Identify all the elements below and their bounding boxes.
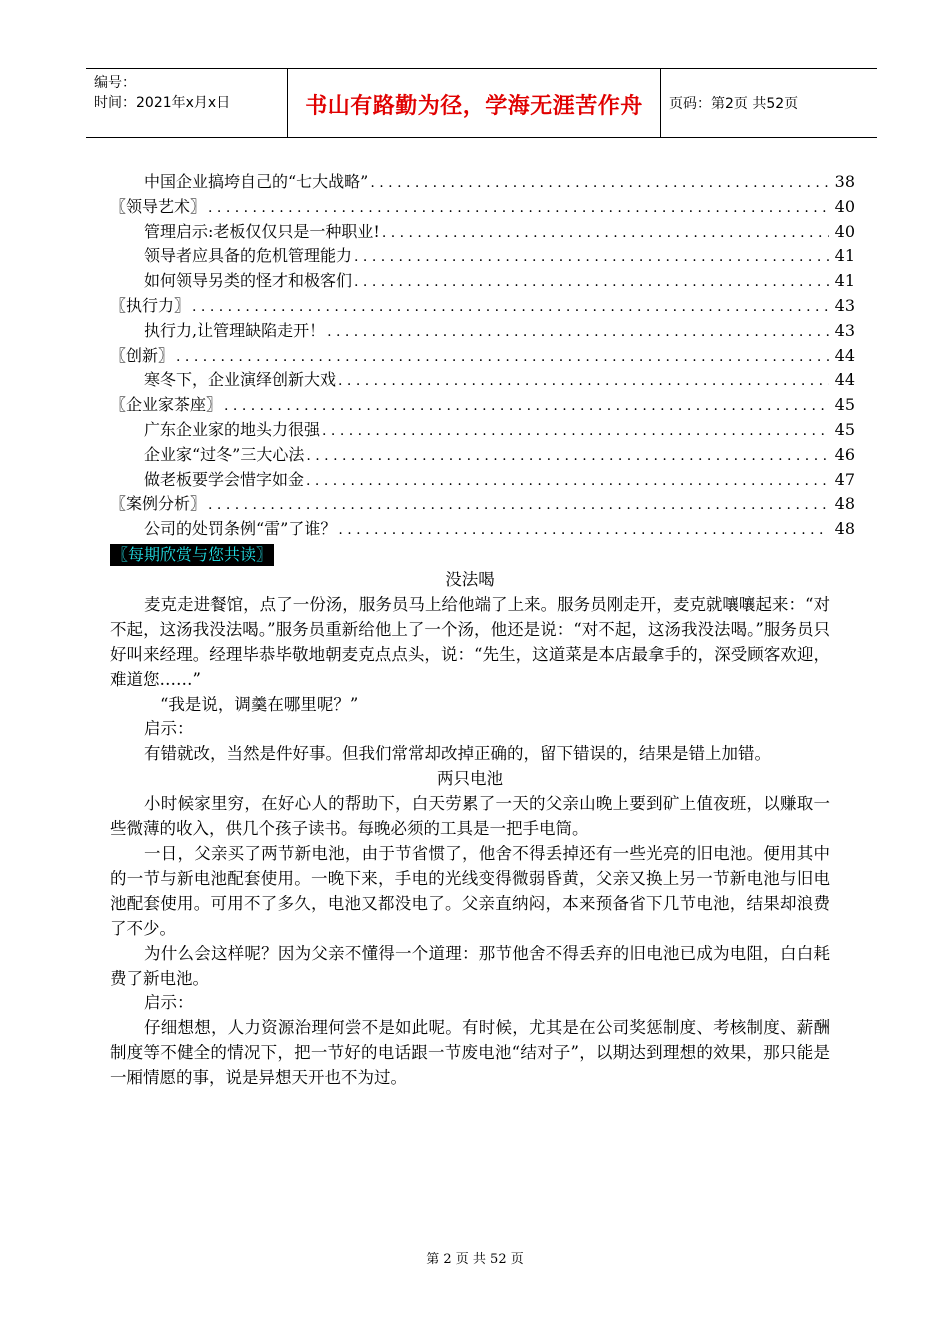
toc-entry[interactable]: [110, 195, 855, 220]
toc-leader-dots: [208, 196, 829, 220]
toc-entry-title: 如何领导另类的怪才和极客们: [144, 271, 353, 291]
toc-entry-page: 40: [834, 196, 855, 216]
toc-entry[interactable]: [110, 344, 855, 369]
toc-entry[interactable]: [110, 443, 855, 468]
toc-entry[interactable]: [110, 492, 855, 517]
toc-leader-dots: [192, 295, 829, 319]
toc-entry-title: 做老板要学会惜字如金: [144, 469, 305, 489]
section-banner: 〖每期欣赏与您共读〗: [112, 545, 273, 564]
toc-entry-title: 〖创新〗: [110, 345, 175, 365]
header-motto: 书山有路勤为径，学海无涯苦作舟: [288, 69, 661, 137]
toc-entry[interactable]: [110, 468, 855, 493]
toc-entry-page: 40: [834, 221, 855, 241]
page-footer: 第 2 页 共 52 页: [426, 1252, 524, 1267]
toc-entry-title: 企业家“过冬”三大心法: [144, 444, 305, 464]
toc-leader-dots: [322, 419, 829, 443]
toc-entry[interactable]: [110, 418, 855, 443]
toc-leader-dots: [338, 518, 829, 542]
toc-entry-title: 领导者应具备的危机管理能力: [144, 246, 353, 266]
toc-leader-dots: [354, 270, 829, 294]
story-title: 两只电池: [437, 769, 503, 789]
toc-entry-page: 47: [834, 469, 855, 489]
toc-entry[interactable]: [110, 220, 855, 245]
toc-entry-page: 48: [834, 519, 855, 539]
toc-entry-page: 48: [834, 494, 855, 514]
toc-entry-title: 〖企业家茶座〗: [110, 395, 223, 415]
story-paragraph: 为什么会这样呢？因为父亲不懂得一个道理：那节他舍不得丢弃的旧电池已成为电阻，白白耗费了新电池。: [110, 943, 830, 988]
toc-leader-dots: [327, 320, 829, 344]
toc-entry[interactable]: [110, 170, 855, 195]
toc-entry-page: 38: [834, 172, 855, 191]
document-time-label: 时间：2021年x月x日: [94, 95, 231, 111]
toc-entry-title: 寒冬下，企业演绎创新大戏: [144, 370, 337, 390]
document-number-label: 编号：: [94, 75, 136, 91]
toc-leader-dots: [208, 493, 829, 517]
toc-entry[interactable]: [110, 269, 855, 294]
toc-leader-dots: [306, 444, 829, 468]
moral-label: 启示：: [144, 993, 194, 1013]
moral-label: 启示：: [144, 719, 194, 739]
toc-entry-page: 44: [834, 370, 855, 390]
toc-entry[interactable]: [110, 517, 855, 542]
toc-entry-title: 广东企业家的地头力很强: [144, 419, 321, 439]
toc-entry[interactable]: [110, 244, 855, 269]
toc-leader-dots: [176, 345, 829, 369]
toc-entry[interactable]: [110, 368, 855, 393]
story-paragraph: 一日，父亲买了两节新电池，由于节省惯了，他舍不得丢掉还有一些光亮的旧电池。便用其中的一节与新电池配套使用。一晚下来，手电的光线变得微弱昏黄，父亲又换上另一节新电池与旧电池配套使用。可用不了多久，电池又都没电了。父亲直纳闷，本来预备省下几节电池，结果却浪费了不少。: [110, 843, 830, 938]
toc-entry-page: 46: [834, 444, 855, 464]
moral-text: 有错就改，当然是件好事。但我们常常却改掉正确的，留下错误的，结果是错上加错。: [144, 744, 771, 764]
toc-entry-title: 管理启示:老板仅仅只是一种职业!: [144, 221, 380, 241]
article-body: [110, 568, 830, 1091]
toc-entry-page: 43: [834, 320, 855, 340]
toc-entry-title: 〖执行力〗: [110, 295, 191, 315]
toc-entry-page: 41: [834, 246, 855, 266]
story-title: 没法喝: [445, 570, 495, 589]
toc-entry-page: 45: [834, 419, 855, 439]
toc-entry-page: 41: [834, 271, 855, 291]
table-of-contents: [110, 170, 855, 542]
toc-leader-dots: [354, 245, 829, 269]
story-paragraph: 麦克走进餐馆，点了一份汤，服务员马上给他端了上来。服务员刚走开，麦克就嚷嚷起来：“对不起，这汤我没法喝。”服务员重新给他上了一个汤，他还是说：“对不起，这汤我没法喝。”服务员只好叫来经理。经理毕恭毕敬地朝麦克点点头，说：“先生，这道菜是本店最拿手的，深受顾客欢迎，难道您……”: [110, 594, 830, 689]
header-page-label: 页码：第2页 共52页: [669, 96, 799, 112]
toc-leader-dots: [370, 171, 829, 195]
page-header: [86, 68, 877, 138]
toc-entry-title: 〖领导艺术〗: [110, 196, 207, 216]
toc-entry-title: 执行力,让管理缺陷走开！: [144, 320, 326, 340]
toc-entry-title: 公司的处罚条例“雷”了谁？: [144, 519, 337, 539]
story-paragraph: 小时候家里穷，在好心人的帮助下，白天劳累了一天的父亲山晚上要到矿上值夜班，以赚取一些微薄的收入，供几个孩子读书。每晚必须的工具是一把手电筒。: [110, 794, 830, 839]
toc-entry-page: 44: [834, 345, 855, 365]
toc-entry-page: 43: [834, 295, 855, 315]
toc-entry-title: 〖案例分析〗: [110, 494, 207, 514]
toc-entry[interactable]: [110, 319, 855, 344]
header-meta: [86, 69, 288, 137]
toc-entry-title: 中国企业搞垮自己的“七大战略”: [144, 172, 369, 191]
moral-text: 仔细想想，人力资源治理何尝不是如此呢。有时候，尤其是在公司奖惩制度、考核制度、薪酬制度等不健全的情况下，把一节好的电话跟一节废电池“结对子”，以期达到理想的效果，那只能是一厢情愿的事，说是异想天开也不为过。: [110, 1018, 830, 1088]
toc-entry[interactable]: [110, 393, 855, 418]
toc-entry[interactable]: [110, 294, 855, 319]
toc-leader-dots: [306, 469, 829, 493]
toc-leader-dots: [224, 394, 829, 418]
toc-leader-dots: [382, 221, 829, 245]
toc-entry-page: 45: [834, 395, 855, 415]
story-paragraph: “我是说，调羹在哪里呢？”: [160, 694, 359, 714]
toc-leader-dots: [338, 369, 829, 393]
